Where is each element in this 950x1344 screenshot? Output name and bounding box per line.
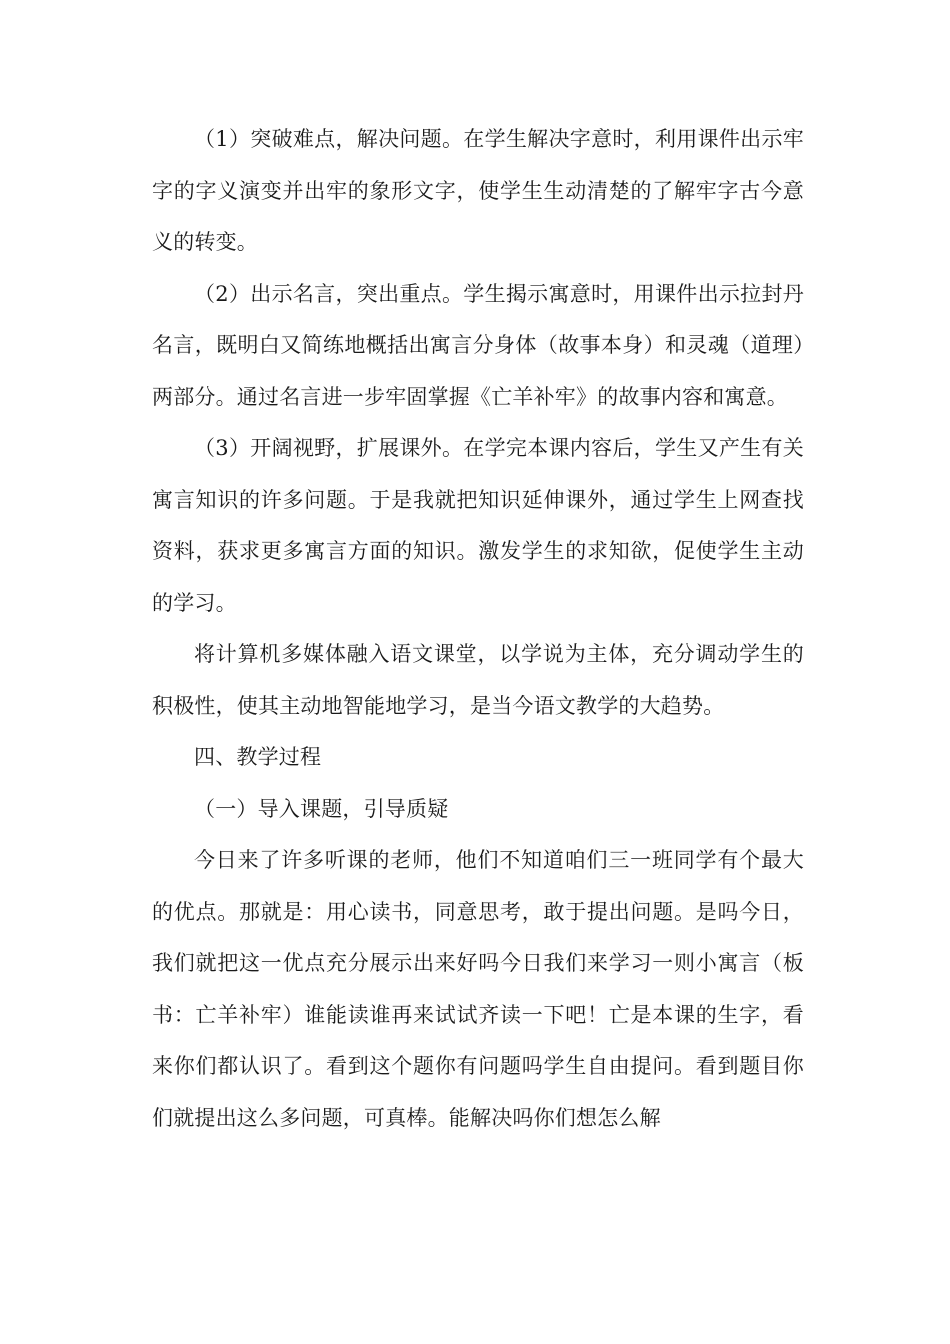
paragraph-multimedia: 将计算机多媒体融入语文课堂，以学说为主体，充分调动学生的积极性，使其主动地智能地学习，是当今语文教学的大趋势。 — [152, 642, 804, 718]
paragraph-difficulty: （1）突破难点，解决问题。在学生解决字意时，利用课件出示牢字的字义演变并出牢的象形文字，使学生生动清楚的了解牢字古今意义的转变。 — [152, 127, 804, 254]
paragraph-extension: （3）开阔视野，扩展课外。在学完本课内容后，学生又产生有关寓言知识的许多问题。于是我就把知识延伸课外，通过学生上网查找资料，获求更多寓言方面的知识。激发学生的求知欲，促使学生主动的学习。 — [152, 436, 804, 615]
paragraph-quote: （2）出示名言，突出重点。学生揭示寓意时，用课件出示拉封丹名言，既明白又简练地概括出寓言分身体（故事本身）和灵魂（道理）两部分。通过名言进一步牢固掌握《亡羊补牢》的故事内容和寓意。 — [152, 281, 804, 409]
paragraph-introduction: 今日来了许多听课的老师，他们不知道咱们三一班同学有个最大的优点。那就是：用心读书，同意思考，敢于提出问题。是吗今日，我们就把这一优点充分展示出来好吗今日我们来学习一则小寓言（板书：亡羊补牢）谁能读谁再来试试齐读一下吧！亡是本课的生字，看来你们都认识了。看到这个题你有问题吗学生自由提问。看到题目你们就提出这么多问题，可真棒。能解决吗你们想怎么解 — [152, 848, 804, 1130]
subsection-heading: （一）导入课题，引导质疑 — [194, 796, 449, 821]
section-heading: 四、教学过程 — [194, 745, 322, 769]
document-body — [152, 114, 804, 1144]
